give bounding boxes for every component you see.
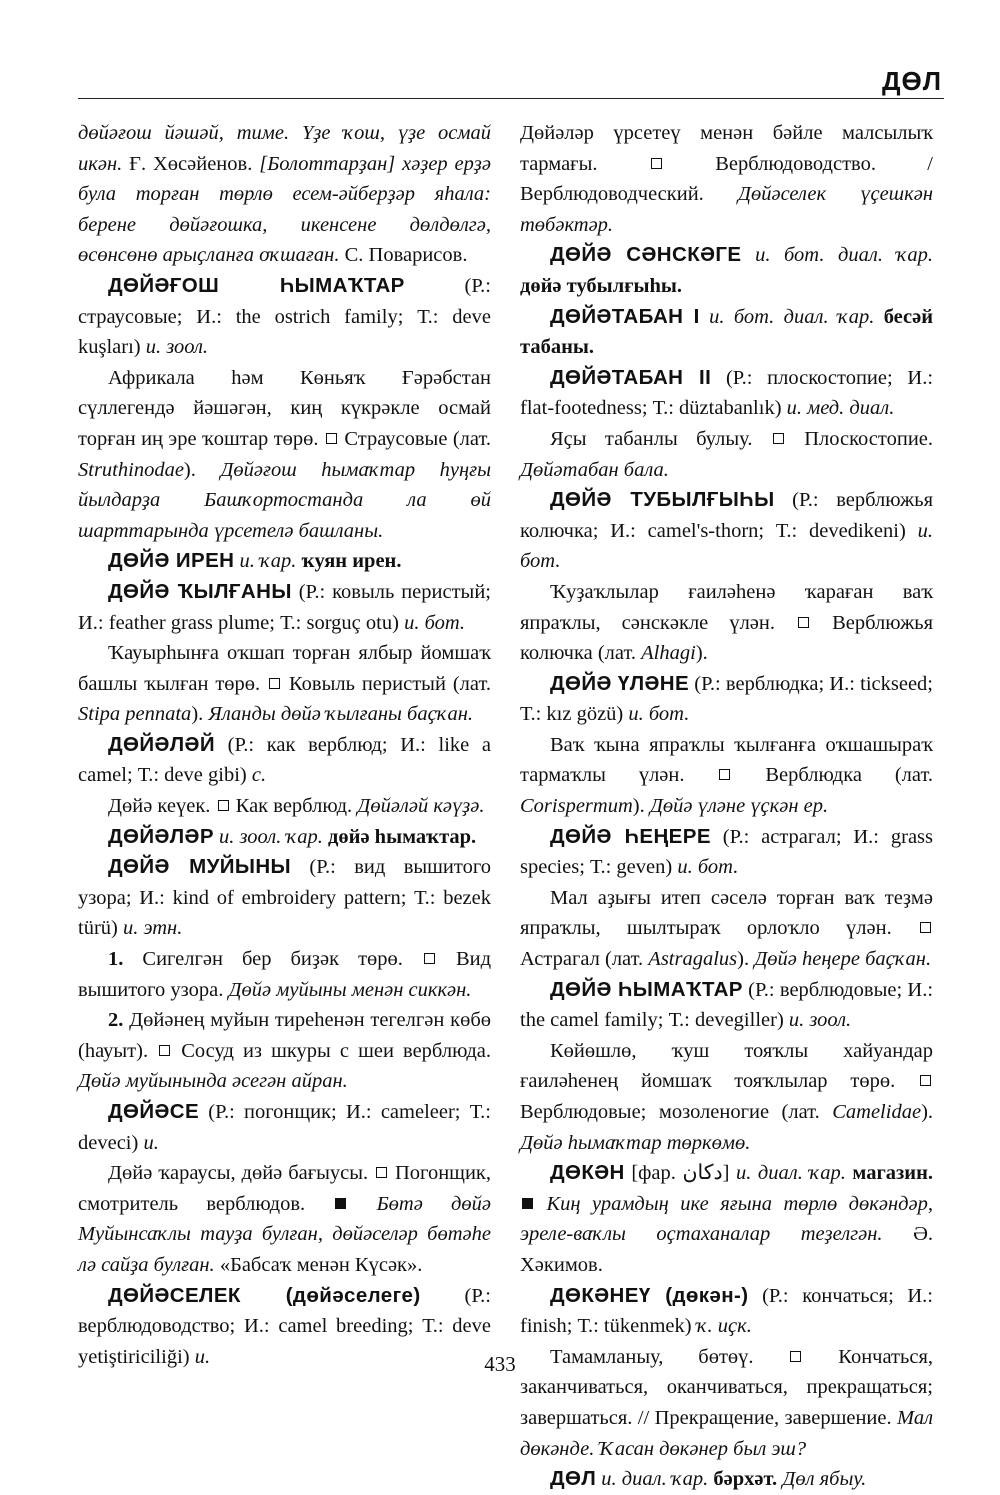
square-marker-icon xyxy=(159,1045,170,1056)
dictionary-entry: ДӨЙӘ ҮЛӘНЕ (Р.: верблюдка; И.: tickseed; Т.: kız gözü) и. бот. xyxy=(520,671,933,726)
square-marker-icon xyxy=(326,433,337,444)
dictionary-entry: ДӨЙӘ ТУБЫЛҒЫҺЫ (Р.: верблюжья колючка; И.: camel's-thorn; Т.: devedikeni) и. бот. xyxy=(520,488,933,573)
entry-definition: Тамамланыу, бөтөү. Кончаться, заканчиваться, оканчиваться, прекращаться; завершаться. // Прекращение, завершение. Мал дөкәнде. Ҡасан дөкәнер был эш? xyxy=(520,1345,934,1460)
headword: ДӨЙӘ МУЙЫНЫ xyxy=(108,855,292,879)
entry-continuation: Дөйәләр үрсетеү менән бәйле малсылыҡ тармағы. Верблюдоводство. / Верблюдоводческий. Дөйәселек үҫешкән төбәктәр. xyxy=(520,122,934,236)
square-marker-icon xyxy=(424,953,435,964)
headword: ДӨЙӘ ҺЫМАҠТАР xyxy=(550,977,743,1001)
entry-definition: Яҫы табанлы булыу. Плоскостопие. Дөйәтабан бала. xyxy=(520,427,934,481)
headword: ДӨЙӘСЕЛЕК (дөйәселеге) xyxy=(108,1283,421,1307)
headword: ДӨКӘН xyxy=(550,1161,625,1185)
entry-definition: Дөйә ҡараусы, дөйә бағыусы. Погонщик, смотритель верблюдов. Бөтә дөйә Муйынсаҡлы тауҙа булған, дөйәселәр бөтәһе лә сайҙа булған. «Бабсаҡ менән Күсәк». xyxy=(78,1162,492,1276)
dictionary-entry: ДӨЙӘСЕ (Р.: погонщик; И.: cameleer; Т.: deveci) и. xyxy=(78,1100,492,1154)
entry-definition: Ҡуҙаҡлылар ғаиләһенә ҡараған ваҡ япраҡлы, сәнскәкле үлән. Верблюжья колючка (лат. Alhagi). xyxy=(520,580,934,665)
dictionary-entry: ДӨЙӘ МУЙЫНЫ (Р.: вид вышитого узора; И.: kind of embroidery pattern; Т.: bezek türü) и. этн. xyxy=(78,855,491,940)
headword: ДӨЙӘСЕ xyxy=(108,1100,200,1123)
dictionary-entry: ДӨЙӘ ҠЫЛҒАНЫ (Р.: ковыль перистый; И.: feather grass plume; Т.: sorguç otu) и. бот. xyxy=(78,579,491,634)
entry-definition: Африкала һәм Көньяҡ Ғәрәбстан сүллегендә йәшәгән, киң күкрәкле осмай торған иң эре ҡоштар төрө. Страусовые (лат. Struthinodae). Дөйәғош һымаҡтар һуңғы йылдарҙа Башҡортостанда ла өй шарттарында үрсетелә башланы. xyxy=(78,366,491,542)
headword: ДӨЙӘ СӘНСКӘГЕ xyxy=(550,243,742,267)
page-number: 433 xyxy=(484,1352,516,1376)
guide-word: ДӨЛ xyxy=(882,66,942,96)
header-divider xyxy=(78,98,944,99)
headword: ДӨЙӘТАБАН I xyxy=(550,304,700,328)
square-marker-icon xyxy=(651,158,662,169)
entry-definition: Мал аҙығы итеп сәселә торған ваҡ теҙмә япраҡлы, шылтыраҡ орлоҡло үлән. Астрагал (лат. Astragalus). Дөйә һеңере баҫҡан. xyxy=(520,886,933,971)
square-marker-icon xyxy=(719,769,730,780)
entry-definition: Дөйә кеүек. Как верблюд. Дөйәләй кәүҙә. xyxy=(108,795,485,818)
square-marker-icon xyxy=(218,800,229,811)
dictionary-entry: ДӨКӘН [фар. دکان] и. диал. ҡар. магазин. Киң урамдың ике яғына төрлө дөкәндәр, эреле-ваҡлы оҫтаханалар теҙелгән. Ә. Хәкимов. xyxy=(520,1161,934,1276)
entry-definition: Ҡауырһынға оҡшап торған ялбыр йомшаҡ башлы ҡылған төрө. Ковыль перистый (лат. Stipa pennata). Яланды дөйә ҡылғаны баҫҡан. xyxy=(78,642,491,726)
square-marker-icon xyxy=(269,678,280,689)
dictionary-entry: ДӨЙӘТАБАН II (Р.: плоскостопие; И.: flat-footedness; Т.: düztabanlık) и. мед. диал. xyxy=(520,365,934,420)
square-marker-icon xyxy=(773,433,784,444)
dictionary-entry: ДӨКӘНЕҮ (дөкән-) (Р.: кончаться; И.: finish; Т.: tükenmek) ҡ. иҫк. xyxy=(520,1283,934,1338)
entry-sense: 2. Дөйәнең муйын тиреһенән тегелгән көбө (һауыт). Сосуд из шкуры с шеи верблюда. Дөйә муйынында әсегән айран. xyxy=(78,1009,492,1093)
headword: ДӨЙӘ ТУБЫЛҒЫҺЫ xyxy=(550,488,775,512)
headword: ДӨЙӘЛӘЙ xyxy=(108,732,215,756)
square-marker-icon xyxy=(376,1167,387,1178)
headword: ДӨЙӘ ҠЫЛҒАНЫ xyxy=(108,579,292,603)
black-square-marker-icon xyxy=(522,1198,533,1209)
dictionary-entry: ДӨЛ и. диал. ҡар. бәрхәт. Дөл ябыу. xyxy=(550,1467,867,1491)
square-marker-icon xyxy=(920,922,931,933)
dictionary-entry: ДӨЙӘҒОШ ҺЫМАҠТАР (Р.: страусовые; И.: the ostrich family; Т.: deve kuşları) и. зоол. xyxy=(78,273,491,359)
headword: ДӨЙӘ ИРЕН xyxy=(108,549,235,573)
black-square-marker-icon xyxy=(335,1198,346,1209)
dictionary-entry: ДӨЙӘСЕЛЕК (дөйәселеге) (Р.: верблюдоводство; И.: camel breeding; Т.: deve yetiştiriciliği) и. xyxy=(78,1283,491,1368)
dictionary-entry: ДӨЙӘЛӘР и. зоол. ҡар. дөйә һымаҡтар. xyxy=(108,824,477,848)
headword: ДӨЙӘ ҺЕҢЕРЕ xyxy=(550,824,711,848)
dictionary-entry: ДӨЙӘ ИРЕН и. ҡар. ҡуян ирен. xyxy=(108,549,402,573)
entry-continuation: дөйәғош йәшәй, тиме. Үҙе ҡош, үҙе осмай икән. Ғ. Хөсәйенов. [Болоттарҙан] хәҙер ерҙә була торған төрлө есем-әйберҙәр яһала: берене дөйәғошка, икенсене дөлдөлгә, өсөнсөнө арыҫланға оҡшаған. С. Поварисов. xyxy=(78,122,492,267)
headword: ДӨЙӘ ҮЛӘНЕ xyxy=(550,671,690,695)
dictionary-entry: ДӨЙӘТАБАН I и. бот. диал. ҡар. бесәй табаны. xyxy=(520,304,934,359)
square-marker-icon xyxy=(920,1075,931,1086)
left-column xyxy=(78,118,491,1372)
dictionary-entry: ДӨЙӘ ҺЫМАҠТАР (Р.: верблюдовые; И.: the camel family; Т.: devegiller) и. зоол. xyxy=(520,977,934,1032)
dictionary-entry: ДӨЙӘ ҺЕҢЕРЕ (Р.: астрагал; И.: grass species; Т.: geven) и. бот. xyxy=(520,824,934,879)
headword: ДӨЙӘҒОШ ҺЫМАҠТАР xyxy=(108,273,405,297)
entry-definition: Көйөшлө, ҡуш тояҡлы хайуандар ғаиләһенең йомшаҡ тояҡлылар төрө. Верблюдовые; мозоленогие (лат. Camelidae). Дөйә һымаҡтар төркөмө. xyxy=(520,1039,934,1154)
headword: ДӨЛ xyxy=(550,1467,597,1491)
headword: ДӨЙӘТАБАН II xyxy=(550,365,712,389)
square-marker-icon xyxy=(798,617,809,628)
entry-sense: 1. Сигелгән бер биҙәк төрө. Вид вышитого узора. Дөйә муйыны менән сиккән. xyxy=(78,948,492,1001)
dictionary-entry: ДӨЙӘЛӘЙ (Р.: как верблюд; И.: like a camel; Т.: deve gibi) с. xyxy=(78,732,491,787)
right-column xyxy=(520,118,933,1495)
headword: ДӨКӘНЕҮ (дөкән-) xyxy=(550,1283,749,1307)
entry-definition: Ваҡ ҡына япраҡлы ҡылғанға оҡшашыраҡ тармаҡлы үлән. Верблюдка (лат. Corispermum). Дөйә үләне үҫкән ер. xyxy=(520,733,934,818)
headword: ДӨЙӘЛӘР xyxy=(108,824,214,848)
dictionary-entry: ДӨЙӘ СӘНСКӘГЕ и. бот. диал. ҡар. дөйә тубылғыһы. xyxy=(520,243,933,297)
